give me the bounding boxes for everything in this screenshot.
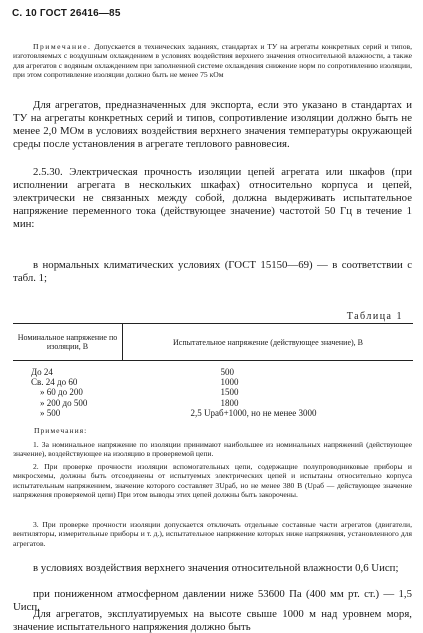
note-label: Примечание. bbox=[33, 42, 92, 51]
table-cell: Св. 24 до 60 bbox=[31, 377, 78, 388]
table-cell: 1800 bbox=[220, 397, 239, 408]
table-cell: 500 bbox=[220, 367, 234, 377]
page-header: С. 10 ГОСТ 26416—85 bbox=[12, 8, 121, 19]
notes-title: Примечания: bbox=[34, 426, 88, 435]
note-3: 3. При проверке прочности изоляции допускается отключать отдельные составные части агрегатов (двигатели, вентиляторы, измерительные приборы и т. д.), испытательное напряжение которых ниже напряжения, установленного для агрегатов. bbox=[13, 520, 412, 548]
note-top bbox=[13, 42, 412, 80]
note-2: 2. При проверке прочности изоляции вспомогательных цепи, содержащие полупроводниковые приборы и микросхемы, должны быть отсоединены от испытуемых электрических цепей и испытаны относительно корпуса испытательным напряжением, значение которого составляет 3Uраб, но не менее 380 В (Uраб — действующее значение напряжения проверяемой цепи) При этом выводы этих цепей должны быть закорочены. bbox=[13, 462, 412, 500]
paragraph-export: Для агрегатов, предназначенных для экспорта, если это указано в стандартах и ТУ на агрегаты конкретных серий и типов, сопротивление изоляции должно быть не менее 2,0 МОм в условиях воздействия верхнего значения температуры окружающей среды после установления в агрегате теплового равновесия. bbox=[13, 99, 412, 151]
table-cell: » 200 до 500 bbox=[40, 397, 88, 408]
table-cell: 1000 bbox=[220, 377, 239, 388]
paragraph-humidity: в условиях воздействия верхнего значения относительной влажности 0,6 Uисп; bbox=[33, 562, 399, 574]
table-cell: 1500 bbox=[220, 387, 239, 398]
table-cell: 2,5 Uраб+1000, но не менее 3000 bbox=[190, 407, 317, 418]
paragraph-pressure: при пониженном атмосферном давлении ниже 53600 Па (400 мм рт. ст.) — 1,5 Uисп. bbox=[13, 588, 412, 614]
paragraph-altitude: Для агрегатов, эксплуатируемых на высоте свыше 1000 м над уровнем моря, значение испытательного напряжения должно быть bbox=[13, 608, 412, 633]
paragraph-2-5-30: 2.5.30. Электрическая прочность изоляции цепей агрегата или шкафов (при исполнении агрегата в нескольких шкафах) относительно корпуса и цепей, электрически не связанных между собой, должна выдерживать испытательное напряжение переменного тока (действующее значение) частотой 50 Гц в течение 1 мин: bbox=[13, 166, 412, 231]
paragraph-normal-conditions: в нормальных климатических условиях (ГОСТ 15150—69) — в соответствии с табл. 1; bbox=[13, 259, 412, 285]
test-values bbox=[191, 367, 414, 418]
table-header-test: Испытательное напряжение (действующее значение), В bbox=[123, 324, 414, 361]
table-caption: Таблица 1 bbox=[346, 311, 403, 322]
table-cell: До 24 bbox=[31, 367, 53, 377]
note-text: Допускается в технических заданиях, стандартах и ТУ на агрегаты конкретных серий и типов, изготовляемых с воздушным охлаждением в условиях воздействия верхнего значения относительной влажности, а также для агрегатов с водяным охлаждением при заполненной системе охлаждения снижение норм по сопротивлению изоляции, при этом сопротивление изоляции должно быть не менее 75 кОм bbox=[13, 42, 412, 80]
nominal-values bbox=[31, 367, 123, 418]
note-1: 1. За номинальное напряжение по изоляции принимают наибольшее из номинальных напряжений (действующее значение), воздействующее на изоляцию в проверяемой цепи. bbox=[13, 440, 412, 459]
table-cell: » 60 до 200 bbox=[40, 387, 83, 398]
table-1 bbox=[13, 323, 413, 418]
table-cell: » 500 bbox=[40, 407, 61, 418]
table-header-nominal: Номинальное напряжение по изоляции, В bbox=[13, 324, 123, 361]
